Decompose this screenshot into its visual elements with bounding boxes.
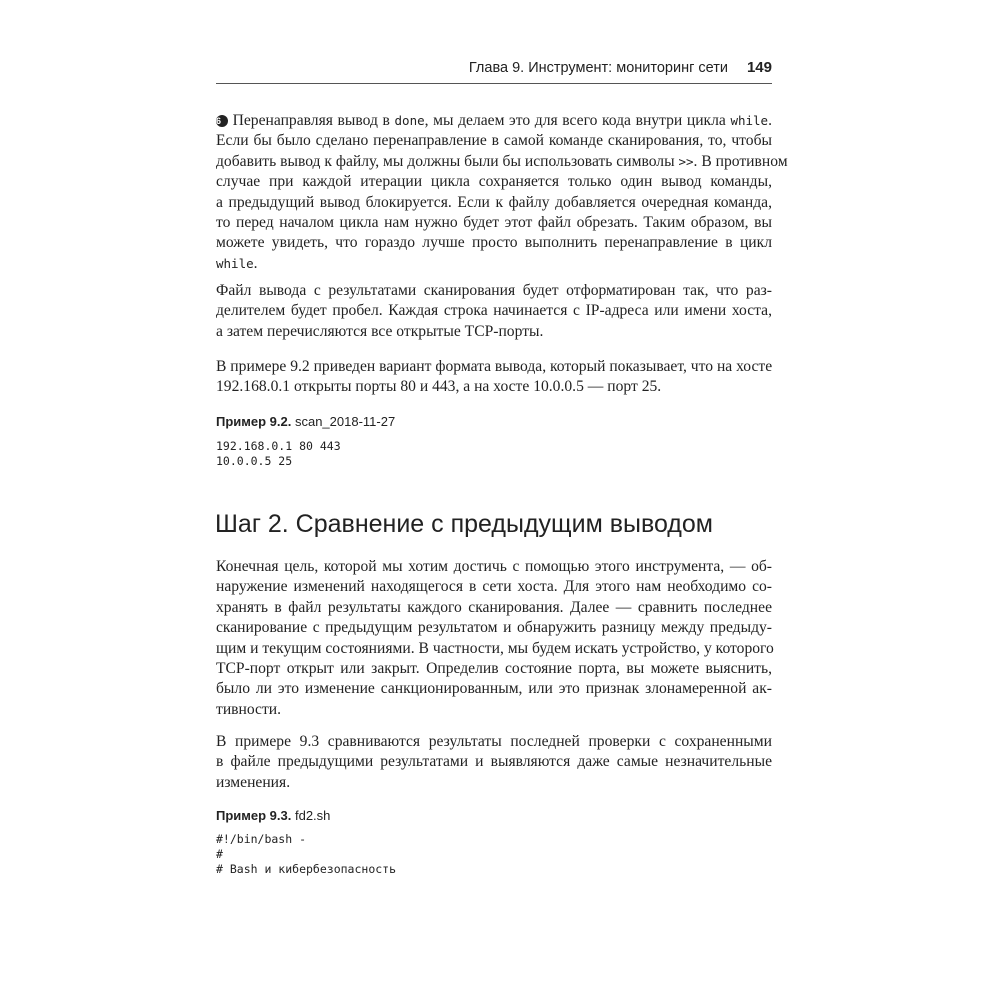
text-run: Перенаправляя вывод в: [228, 112, 395, 129]
text-run: . В противном: [693, 152, 788, 170]
text-line: [216, 152, 788, 172]
text-line: наружение изменений находящегося в сети хоста. Для этого нам необходимо со-: [216, 578, 772, 596]
chapter-title: Глава 9. Инструмент: мониторинг сети: [468, 60, 728, 76]
paragraph-compare-example: [216, 732, 772, 793]
callout-number-icon: 6: [216, 115, 228, 127]
text-line: сканирование с предыдущим результатом и обнаружить разницу между предыду-: [216, 619, 772, 637]
paragraph-redirect-explanation: [216, 111, 788, 274]
text-line: а затем перечисляются все открытые TCP-порты.: [216, 322, 544, 340]
text-run: .: [768, 112, 772, 129]
example-label: Пример 9.3.: [216, 808, 292, 823]
text-line: щим и текущим состояниями. В частности, мы будем искать устройство, у которого: [216, 639, 774, 657]
text-line: было ли это изменение санкционированным, или это признак злонамеренной ак-: [216, 680, 772, 698]
paragraph-output-format: [216, 281, 772, 342]
running-header: [216, 57, 772, 84]
example-filename: scan_2018-11-27: [291, 414, 396, 429]
code-block: [216, 439, 341, 469]
text-line: Если бы было сделано перенаправление в самой команде сканирования, то, чтобы: [216, 132, 772, 150]
inline-code: while: [216, 255, 254, 271]
text-line: В примере 9.2 приведен вариант формата вывода, который показывает, что на хосте: [216, 358, 773, 375]
text-line: Конечная цель, которой мы хотим достичь с помощью этого инструмента, — об-: [216, 558, 772, 575]
inline-code: done: [394, 113, 425, 128]
text-line: [216, 111, 772, 131]
text-line: то перед началом цикла нам нужно будет этот файл обрезать. Таким образом, вы: [216, 214, 772, 232]
text-line: изменения.: [216, 773, 291, 791]
example-label: Пример 9.2.: [216, 414, 292, 429]
code-line: 192.168.0.1 80 443: [216, 439, 341, 453]
text-line: В примере 9.3 сравниваются результаты последней проверки с сохраненными: [216, 733, 772, 750]
paragraph-example-intro: [216, 357, 772, 398]
text-run: добавить вывод к файлу, мы должны были бы использовать символы: [216, 152, 679, 170]
example-caption: [216, 808, 330, 823]
text-line: [216, 254, 772, 274]
code-line: 10.0.0.5 25: [216, 454, 293, 468]
code-block: [216, 832, 396, 877]
example-filename: fd2.sh: [291, 808, 331, 823]
example-caption: [216, 414, 395, 429]
text-line: хранять в файл результаты каждого сканирования. Далее — сравнить последнее: [216, 598, 772, 616]
text-line: в файле предыдущими результатами и выявляются даже самые незначительные: [216, 753, 772, 771]
section-heading: Шаг 2. Сравнение с предыдущим выводом: [215, 510, 713, 538]
text-line: 192.168.0.1 открыты порты 80 и 443, а на хосте 10.0.0.5 — порт 25.: [216, 378, 662, 396]
text-line: можете увидеть, что гораздо лучше просто выполнить перенаправление в цикл: [216, 234, 772, 252]
text-line: а предыдущий вывод блокируется. Если к файлу добавляется очередная команда,: [216, 193, 772, 211]
inline-code: while: [730, 113, 769, 128]
text-line: делителем будет пробел. Каждая строка начинается с IP-адреса или имени хоста,: [216, 302, 772, 320]
code-line: # Bash и кибербезопасность: [216, 862, 397, 876]
text-run: .: [253, 254, 258, 272]
paragraph-goal: [216, 557, 772, 720]
code-line: #: [216, 847, 223, 861]
text-line: TCP-порт открыт или закрыт. Определив состояние порта, вы можете выяснить,: [216, 660, 772, 678]
text-line: случае при каждой итерации цикла сохраняется только один вывод команды,: [216, 173, 772, 191]
text-line: Файл вывода с результатами сканирования будет отформатирован так, что раз-: [216, 282, 772, 299]
text-line: тивности.: [216, 700, 282, 718]
page-number: 149: [746, 59, 772, 76]
code-line: #!/bin/bash -: [216, 832, 307, 846]
inline-code: >>: [678, 153, 694, 169]
text-run: , мы делаем это для всего кода внутри цикла: [424, 112, 731, 129]
